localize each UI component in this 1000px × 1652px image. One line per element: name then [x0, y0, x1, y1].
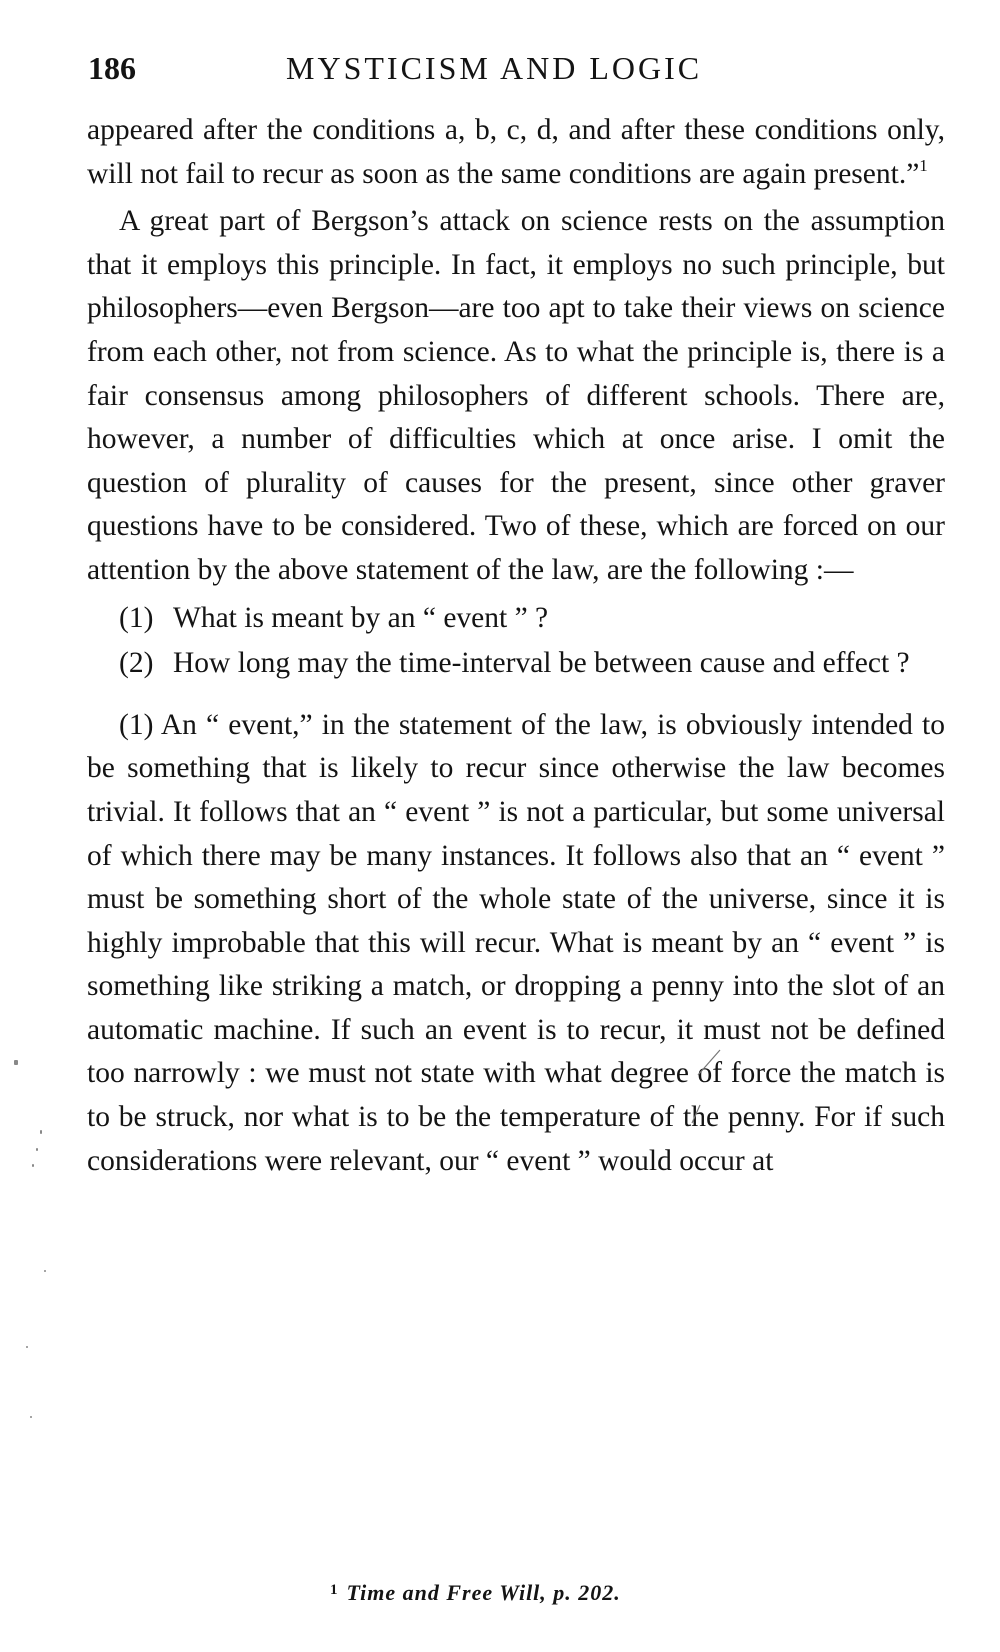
running-head: [88, 50, 948, 100]
running-title: MYSTICISM AND LOGIC: [286, 50, 703, 86]
main-text: [87, 109, 945, 1183]
page-number: 186: [88, 50, 136, 86]
paragraph-bergson: A great part of Bergson’s attack on science rests on the assumption that it employs this principle. In fact, it employs no such principle, but philosophers—even Bergson—are too apt to take their views on science from each other, not from science. As to what the principle is, there is a fair consensus among philosophers of different schools. There are, however, a number of difficulties which at once arise. I omit the question of plurality of causes for the present, since other graver questions have to be considered. Two of these, which are forced on our attention by the above statement of the law, are the following :—: [87, 205, 945, 586]
footnote: [330, 1580, 621, 1606]
paragraph-continued-text: appeared after the conditions a, b, c, d, and after these conditions only, will not fail to recur as soon as the same conditions are again present.”: [87, 114, 945, 190]
list-item-text: How long may the time-interval be between cause and effect ?: [173, 647, 910, 680]
footnote-marker: 1: [330, 1582, 339, 1598]
margin-specks: [0, 1060, 60, 1440]
list-marker: (1): [119, 601, 154, 634]
list-marker: (2): [119, 647, 154, 680]
pencil-mark: [690, 1045, 730, 1125]
list-item: [87, 642, 945, 686]
footnote-reference: 1: [919, 155, 928, 175]
footnote-text: Time and Free Will, p. 202.: [346, 1580, 621, 1605]
list-item: [87, 597, 945, 641]
question-list: [87, 597, 945, 686]
list-item-text: What is meant by an “ event ” ?: [173, 601, 549, 634]
paragraph-continued: [87, 109, 945, 196]
paragraph-event: (1) An “ event,” in the statement of the law, is obviously intended to be something that is likely to recur since otherwise the law becomes trivial. It follows that an “ event ” is not a particular, but some universal of which there may be many instances. It follows also that an “ event ” must be something short of the whole state of the universe, since it is highly improbable that this will recur. What is meant by an “ event ” is something like striking a match, or dropping a penny into the slot of an automatic machine. If such an event is to recur, it must not be defined too narrowly : we must not state with what degree of force the match is to be struck, nor what is to be the temperature of the penny. For if such considerations were relevant, our “ event ” would occur at: [87, 708, 945, 1177]
